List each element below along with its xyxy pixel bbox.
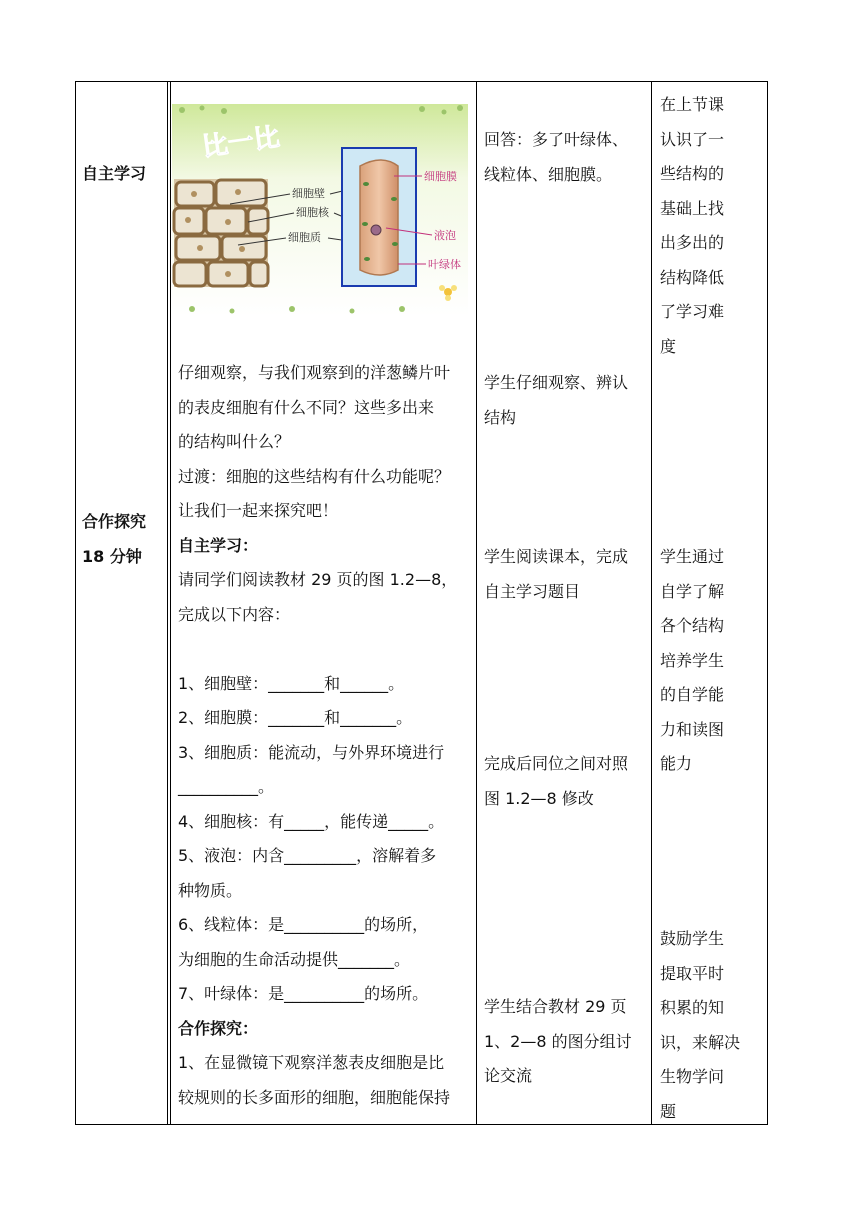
col3-line: 线粒体、细胞膜。 <box>484 164 613 184</box>
item-line: __________。 <box>178 777 275 796</box>
col3-compare <box>484 747 628 816</box>
col4-line: 在上节课 <box>660 95 725 114</box>
col4-line: 提取平时 <box>660 963 725 983</box>
col2-line: 让我们一起来探究吧！ <box>178 501 339 520</box>
col3-line: 回答：多了叶绿体、 <box>484 130 629 149</box>
item-line: 种物质。 <box>178 880 243 900</box>
col4-line: 学生通过 <box>660 547 725 566</box>
col3-line: 学生仔细观察、辨认 <box>484 373 629 392</box>
col4-line: 了学习难 <box>660 302 725 321</box>
item-line: 1、细胞壁：_______和______。 <box>178 673 405 693</box>
row-label-duration: 18 分钟 <box>82 547 142 566</box>
table-divider-1b <box>170 81 171 1125</box>
col4-note-1 <box>660 88 724 364</box>
col4-line: 力和读图 <box>660 719 725 739</box>
col4-line: 基础上找 <box>660 198 725 218</box>
label-chloroplast: 叶绿体 <box>428 258 461 271</box>
col2-line: 请同学们阅读教材 29 页的图 1.2—8， <box>178 570 458 589</box>
col3-observe <box>484 366 628 435</box>
col3-line: 学生结合教材 29 页 <box>484 997 627 1016</box>
col4-line: 各个结构 <box>660 616 725 635</box>
label-cell-wall: 细胞壁 <box>292 187 325 200</box>
col4-line: 题 <box>660 1101 677 1121</box>
row-label-self-study: 自主学习 <box>82 164 147 183</box>
col4-line: 结构降低 <box>660 267 725 287</box>
col4-line: 些结构的 <box>660 164 725 183</box>
col4-line: 培养学生 <box>660 650 725 670</box>
table-border-right <box>767 81 768 1125</box>
col2-line: 的结构叫什么？ <box>178 432 291 451</box>
col4-line: 能力 <box>660 754 693 773</box>
col2-line: 过渡：细胞的这些结构有什么功能呢？ <box>178 466 451 486</box>
coop-line: 1、在显微镜下观察洋葱表皮细胞是比 <box>178 1053 445 1072</box>
col3-line: 1、2—8 的图分组讨 <box>484 1031 632 1051</box>
label-cytoplasm: 细胞质 <box>288 231 321 244</box>
onion-cell-micrograph <box>174 179 268 287</box>
table-border-left <box>75 81 76 1125</box>
col3-read <box>484 540 628 609</box>
table-divider-2 <box>476 81 477 1125</box>
table-border-top <box>75 81 768 82</box>
col3-line: 结构 <box>484 407 517 427</box>
item-line: 3、细胞质：能流动，与外界环境进行 <box>178 742 445 762</box>
col2-content <box>178 356 457 1115</box>
heading-self-study: 自主学习： <box>178 535 259 555</box>
col4-line: 自学了解 <box>660 581 725 601</box>
figure-title: 比一比 <box>200 122 282 164</box>
col3-line: 学生阅读课本，完成 <box>484 547 629 566</box>
col4-note-3 <box>660 922 740 1129</box>
col3-line: 论交流 <box>484 1066 533 1085</box>
row-label-coop-explore: 合作探究 <box>82 512 147 531</box>
label-vacuole: 液泡 <box>434 229 456 242</box>
item-line: 4、细胞核：有_____，能传递_____。 <box>178 811 445 831</box>
cell-comparison-figure <box>172 104 468 316</box>
blank-line <box>178 632 457 667</box>
label-nucleus: 细胞核 <box>296 206 329 219</box>
item-line: 2、细胞膜：_______和_______。 <box>178 708 413 727</box>
col4-line: 生物学问 <box>660 1067 725 1086</box>
col3-line: 图 1.2—8 修改 <box>484 788 594 808</box>
col2-line: 完成以下内容： <box>178 604 291 624</box>
col3-line: 完成后同位之间对照 <box>484 754 629 773</box>
col3-discuss <box>484 990 632 1094</box>
item-line: 5、液泡：内含_________，溶解着多 <box>178 846 437 865</box>
col3-line: 自主学习题目 <box>484 581 581 601</box>
col4-line: 认识了一 <box>660 129 725 149</box>
table-divider-1 <box>167 81 168 1125</box>
coop-line: 较规则的长多面形的细胞，细胞能保持 <box>178 1087 451 1107</box>
item-line: 7、叶绿体：是__________的场所。 <box>178 984 429 1003</box>
table-divider-3 <box>651 81 652 1125</box>
col2-line: 仔细观察，与我们观察到的洋葱鳞片叶 <box>178 363 451 382</box>
col2-line: 的表皮细胞有什么不同？这些多出来 <box>178 397 435 417</box>
item-line: 6、线粒体：是__________的场所， <box>178 915 429 934</box>
col4-note-2 <box>660 540 724 782</box>
item-line: 为细胞的生命活动提供_______。 <box>178 949 411 969</box>
col4-line: 识，来解决 <box>660 1032 741 1052</box>
col3-answer <box>484 123 628 192</box>
col4-line: 的自学能 <box>660 685 725 704</box>
col4-line: 鼓励学生 <box>660 929 725 948</box>
col4-line: 度 <box>660 336 677 356</box>
col4-line: 出多出的 <box>660 233 725 252</box>
heading-coop: 合作探究： <box>178 1018 259 1038</box>
col4-line: 积累的知 <box>660 998 725 1017</box>
label-cell-membrane: 细胞膜 <box>424 170 457 183</box>
